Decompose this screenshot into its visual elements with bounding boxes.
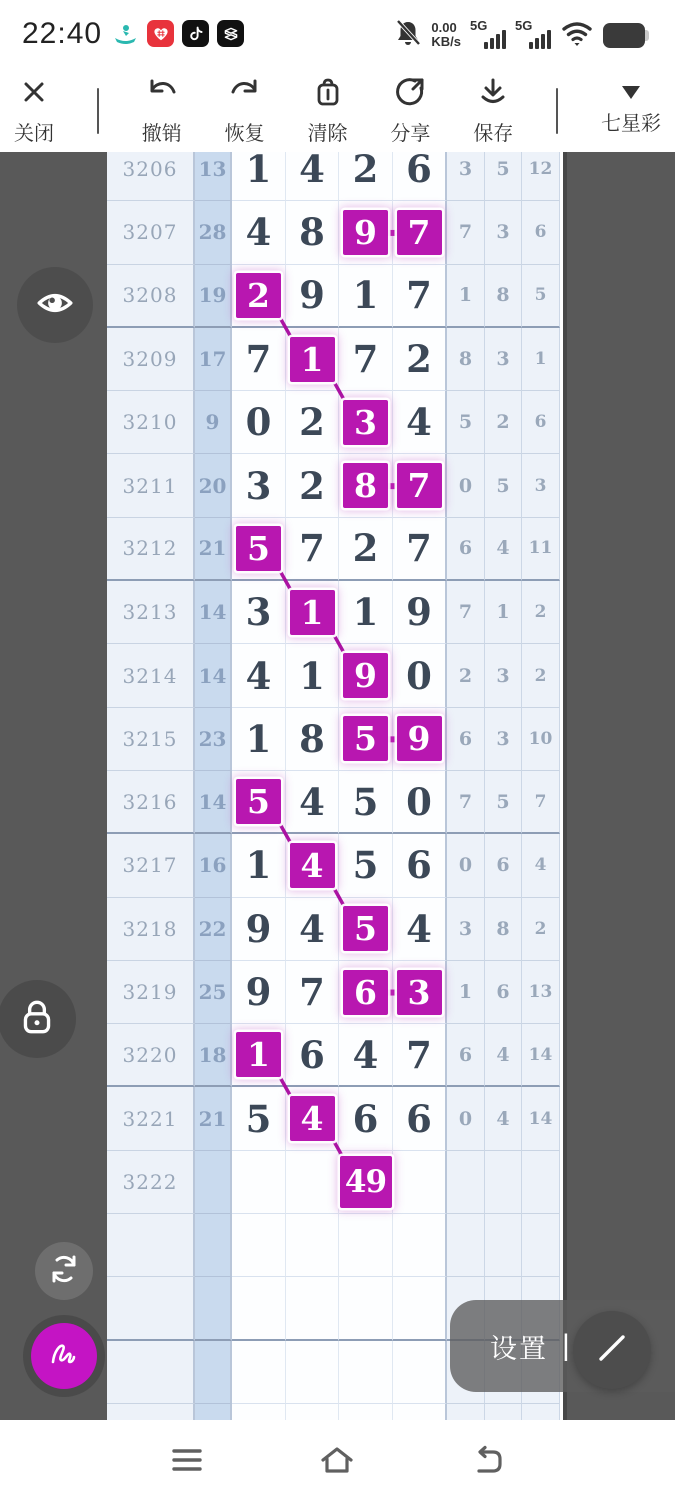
sum-cell: 14 xyxy=(195,644,232,707)
boat-app-icon xyxy=(112,20,139,47)
stat-cell: 2 xyxy=(522,644,560,707)
digit-cell: 1 xyxy=(339,265,393,328)
stat-cell: 0 xyxy=(447,1087,485,1150)
stat-cell: 1 xyxy=(447,265,485,328)
sum-cell: 21 xyxy=(195,518,232,581)
sum-cell xyxy=(195,1277,232,1340)
digit-cell xyxy=(339,1277,393,1340)
stat-cell: 3 xyxy=(485,201,522,264)
highlighted-digit: 1 xyxy=(290,337,335,382)
table-row xyxy=(107,581,563,644)
stat-cell: 6 xyxy=(522,201,560,264)
sim2-signal-icon: 5G xyxy=(515,18,551,52)
table-row xyxy=(107,961,563,1024)
stat-cell: 4 xyxy=(485,1024,522,1087)
toggle-visibility-button[interactable] xyxy=(17,267,93,343)
sum-cell: 28 xyxy=(195,201,232,264)
stat-cell: 3 xyxy=(485,644,522,707)
digit-cell xyxy=(232,518,286,581)
stat-cell: 8 xyxy=(485,898,522,961)
stat-cell: 3 xyxy=(447,898,485,961)
digit-cell: 1 xyxy=(286,644,339,707)
highlighted-digit: 4 xyxy=(290,1096,335,1141)
period-cell: 3218 xyxy=(107,898,195,961)
table-row xyxy=(107,1404,563,1420)
lottery-selector[interactable]: 七星彩 xyxy=(601,86,661,136)
digit-cell: 8 xyxy=(286,708,339,771)
share-icon xyxy=(393,76,427,113)
highlighted-digit: 49 xyxy=(340,1156,392,1208)
chart-canvas-area[interactable] xyxy=(0,152,675,1420)
tiktok-app-icon xyxy=(182,20,209,47)
stat-cell: 5 xyxy=(485,771,522,834)
sum-cell: 17 xyxy=(195,328,232,391)
table-row xyxy=(107,1151,563,1214)
digit-cell: 9 xyxy=(286,265,339,328)
digit-cell: 6 xyxy=(339,1087,393,1150)
highlighted-digit: 9 xyxy=(343,210,388,255)
stat-cell xyxy=(485,1404,522,1420)
stat-cell xyxy=(447,1404,485,1420)
digit-cell: 4 xyxy=(393,898,447,961)
period-cell: 3209 xyxy=(107,328,195,391)
table-row xyxy=(107,201,563,264)
highlighted-digit: 8 xyxy=(343,463,388,508)
stat-cell: 1 xyxy=(485,581,522,644)
stat-cell: 12 xyxy=(522,152,560,201)
stat-cell: 3 xyxy=(447,152,485,201)
table-rows xyxy=(107,152,563,1420)
toolbar-divider xyxy=(556,88,558,134)
table-row xyxy=(107,391,563,454)
stat-cell: 0 xyxy=(447,834,485,897)
digit-cell xyxy=(232,1024,286,1087)
digit-cell xyxy=(232,1404,286,1420)
digit-cell: 9 xyxy=(393,581,447,644)
stat-cell: 4 xyxy=(485,518,522,581)
digit-cell xyxy=(232,771,286,834)
digit-cell: 7 xyxy=(232,328,286,391)
stat-cell: 10 xyxy=(522,708,560,771)
redo-icon xyxy=(227,76,263,113)
clear-button[interactable]: 清除 xyxy=(308,76,348,146)
digit-cell: 4 xyxy=(393,391,447,454)
sum-cell xyxy=(195,1214,232,1277)
stat-cell xyxy=(522,1404,560,1420)
refresh-icon xyxy=(47,1252,81,1291)
period-cell: 3207 xyxy=(107,201,195,264)
digit-cell: 0 xyxy=(393,771,447,834)
stat-cell: 8 xyxy=(447,328,485,391)
stat-cell: 11 xyxy=(522,518,560,581)
period-cell: 3213 xyxy=(107,581,195,644)
digit-cell xyxy=(339,708,393,771)
digit-cell: 6 xyxy=(393,152,447,201)
digit-cell xyxy=(339,1341,393,1404)
sum-cell xyxy=(195,1341,232,1404)
table-row xyxy=(107,1214,563,1277)
stat-cell: 7 xyxy=(447,201,485,264)
stat-cell: 3 xyxy=(522,454,560,517)
digit-cell: 8 xyxy=(286,201,339,264)
digit-cell xyxy=(393,1151,447,1214)
stat-cell: 1 xyxy=(522,328,560,391)
digit-cell: 2 xyxy=(286,454,339,517)
sum-cell: 22 xyxy=(195,898,232,961)
digit-cell xyxy=(286,328,339,391)
stat-cell: 5 xyxy=(485,454,522,517)
digit-cell: 7 xyxy=(393,265,447,328)
status-indicators xyxy=(394,0,645,70)
share-button[interactable]: 分享 xyxy=(390,76,430,146)
network-speed: 0.00 KB/s xyxy=(431,20,461,49)
digit-cell xyxy=(232,1341,286,1404)
highlighted-digit: 1 xyxy=(236,1032,281,1077)
home-button[interactable] xyxy=(315,1442,359,1482)
lock-icon xyxy=(16,996,58,1043)
table-row xyxy=(107,454,563,517)
stat-cell: 5 xyxy=(485,152,522,201)
highlighted-digit: 9 xyxy=(397,716,442,761)
digit-cell: 7 xyxy=(286,961,339,1024)
sum-cell xyxy=(195,1151,232,1214)
refresh-button[interactable] xyxy=(35,1242,93,1300)
stat-cell: 2 xyxy=(522,581,560,644)
lottery-trend-table xyxy=(107,152,563,1420)
digit-cell: 4 xyxy=(232,201,286,264)
digit-cell: 7 xyxy=(393,518,447,581)
table-row xyxy=(107,898,563,961)
sum-cell: 9 xyxy=(195,391,232,454)
period-cell: 3212 xyxy=(107,518,195,581)
system-nav-bar xyxy=(0,1420,675,1500)
menu-icon xyxy=(170,1445,204,1480)
stat-cell xyxy=(447,1214,485,1277)
stat-cell: 2 xyxy=(485,391,522,454)
digit-cell: 2 xyxy=(393,328,447,391)
stat-cell xyxy=(522,1214,560,1277)
stat-cell xyxy=(485,1151,522,1214)
highlighted-digit: 3 xyxy=(397,970,442,1015)
digit-cell xyxy=(286,1404,339,1420)
line-tool-button[interactable] xyxy=(573,1311,651,1389)
stat-cell: 5 xyxy=(447,391,485,454)
period-cell: 3215 xyxy=(107,708,195,771)
sim1-signal-icon: 5G xyxy=(470,18,506,52)
period-cell xyxy=(107,1341,195,1404)
status-bar xyxy=(0,0,675,70)
sum-cell xyxy=(195,1404,232,1420)
stat-cell: 0 xyxy=(447,454,485,517)
table-row xyxy=(107,518,563,581)
table-row xyxy=(107,708,563,771)
digit-cell xyxy=(286,581,339,644)
toolbar-divider xyxy=(97,88,99,134)
highlighted-digit: 5 xyxy=(343,716,388,761)
period-cell: 3221 xyxy=(107,1087,195,1150)
table-row xyxy=(107,834,563,897)
digit-cell: 7 xyxy=(286,518,339,581)
stat-cell: 4 xyxy=(485,1087,522,1150)
period-cell: 3208 xyxy=(107,265,195,328)
digit-cell xyxy=(393,708,447,771)
digit-cell xyxy=(393,201,447,264)
digit-cell: 4 xyxy=(286,152,339,201)
digit-cell: 0 xyxy=(393,644,447,707)
stat-cell: 6 xyxy=(447,1024,485,1087)
digit-cell xyxy=(232,1214,286,1277)
stat-cell: 7 xyxy=(522,771,560,834)
digit-cell: 6 xyxy=(393,1087,447,1150)
stat-cell: 6 xyxy=(485,961,522,1024)
period-cell: 3219 xyxy=(107,961,195,1024)
close-icon xyxy=(18,76,50,113)
chevron-down-icon xyxy=(622,86,640,99)
stat-cell xyxy=(485,1214,522,1277)
period-cell: 3211 xyxy=(107,454,195,517)
digit-cell xyxy=(232,265,286,328)
digit-cell: 1 xyxy=(232,708,286,771)
digit-cell: 7 xyxy=(393,1024,447,1087)
digit-cell xyxy=(339,391,393,454)
digit-cell: 4 xyxy=(232,644,286,707)
stat-cell: 5 xyxy=(522,265,560,328)
bell-muted-icon xyxy=(394,18,422,53)
undo-icon xyxy=(144,76,180,113)
highlighted-digit: 5 xyxy=(236,526,281,571)
highlighted-digit: 5 xyxy=(343,906,388,951)
stat-cell: 6 xyxy=(485,834,522,897)
digit-cell: 2 xyxy=(286,391,339,454)
digit-cell xyxy=(339,1404,393,1420)
digit-cell xyxy=(393,1404,447,1420)
digit-cell: 5 xyxy=(339,834,393,897)
digit-cell xyxy=(339,454,393,517)
stat-cell: 13 xyxy=(522,961,560,1024)
digit-cell: 1 xyxy=(339,581,393,644)
back-button[interactable] xyxy=(465,1442,509,1482)
recent-apps-button[interactable] xyxy=(165,1442,209,1482)
sum-cell: 16 xyxy=(195,834,232,897)
period-cell xyxy=(107,1404,195,1420)
stat-cell: 3 xyxy=(485,708,522,771)
sum-cell: 14 xyxy=(195,581,232,644)
digit-cell: 4 xyxy=(339,1024,393,1087)
capcut-app-icon xyxy=(217,20,244,47)
table-row xyxy=(107,265,563,328)
eye-icon xyxy=(33,284,77,327)
sum-cell: 25 xyxy=(195,961,232,1024)
stat-cell: 7 xyxy=(447,581,485,644)
back-icon xyxy=(469,1444,505,1481)
digit-cell: 1 xyxy=(232,152,286,201)
digit-cell xyxy=(232,1277,286,1340)
trash-icon xyxy=(312,76,344,113)
digit-cell xyxy=(286,1341,339,1404)
digit-cell: 6 xyxy=(286,1024,339,1087)
undo-button[interactable]: 撤销 xyxy=(142,76,182,146)
sum-cell: 21 xyxy=(195,1087,232,1150)
table-row xyxy=(107,771,563,834)
digit-cell: 2 xyxy=(339,152,393,201)
highlighted-digit: 4 xyxy=(290,843,335,888)
sum-cell: 20 xyxy=(195,454,232,517)
digit-cell xyxy=(339,201,393,264)
stat-cell: 2 xyxy=(522,898,560,961)
digit-cell: 9 xyxy=(232,961,286,1024)
stat-cell: 6 xyxy=(447,518,485,581)
lock-button[interactable] xyxy=(0,980,76,1058)
highlighted-digit: 3 xyxy=(343,400,388,445)
digit-cell: 4 xyxy=(286,898,339,961)
period-cell: 3222 xyxy=(107,1151,195,1214)
stat-cell: 14 xyxy=(522,1024,560,1087)
digit-cell: 9 xyxy=(232,898,286,961)
scribble-pen-icon xyxy=(44,1334,84,1379)
digit-cell xyxy=(232,1151,286,1214)
highlighted-digit: 7 xyxy=(397,210,442,255)
period-cell: 3216 xyxy=(107,771,195,834)
stat-cell: 14 xyxy=(522,1087,560,1150)
sum-cell: 13 xyxy=(195,152,232,201)
digit-cell xyxy=(339,898,393,961)
digit-cell: 7 xyxy=(339,328,393,391)
stat-cell: 3 xyxy=(485,328,522,391)
digit-cell: 1 xyxy=(232,834,286,897)
stat-cell: 8 xyxy=(485,265,522,328)
digit-cell: 5 xyxy=(339,771,393,834)
digit-cell xyxy=(286,1277,339,1340)
highlighted-digit: 9 xyxy=(343,653,388,698)
stat-cell xyxy=(447,1151,485,1214)
stat-cell: 1 xyxy=(447,961,485,1024)
digit-cell xyxy=(339,1151,393,1214)
digit-cell xyxy=(286,1214,339,1277)
close-button[interactable]: 关闭 xyxy=(14,76,54,146)
digit-cell xyxy=(393,1277,447,1340)
sum-cell: 18 xyxy=(195,1024,232,1087)
digit-cell xyxy=(286,1087,339,1150)
table-row xyxy=(107,1087,563,1150)
digit-cell xyxy=(339,1214,393,1277)
highlighted-digit: 6 xyxy=(343,970,388,1015)
digit-cell xyxy=(393,961,447,1024)
digit-cell: 3 xyxy=(232,454,286,517)
scrollbar[interactable] xyxy=(563,152,567,1420)
stat-cell xyxy=(522,1151,560,1214)
period-cell: 3210 xyxy=(107,391,195,454)
digit-cell xyxy=(393,1341,447,1404)
settings-label[interactable]: 设置 xyxy=(490,1333,548,1364)
notification-app-icons xyxy=(112,20,244,47)
heart-app-icon xyxy=(147,20,174,47)
battery-icon xyxy=(603,23,645,48)
period-cell: 3217 xyxy=(107,834,195,897)
digit-cell: 0 xyxy=(232,391,286,454)
digit-cell xyxy=(286,834,339,897)
clock: 22:40 xyxy=(22,17,103,50)
period-cell: 3206 xyxy=(107,152,195,201)
highlighted-digit: 7 xyxy=(397,463,442,508)
save-button[interactable]: 保存 xyxy=(473,76,513,146)
digit-cell xyxy=(393,1214,447,1277)
settings-divider: | xyxy=(562,1329,570,1362)
digit-cell xyxy=(339,644,393,707)
period-cell: 3220 xyxy=(107,1024,195,1087)
digit-cell: 6 xyxy=(393,834,447,897)
home-icon xyxy=(318,1443,356,1482)
redo-button[interactable]: 恢复 xyxy=(225,76,265,146)
digit-cell xyxy=(393,454,447,517)
stat-cell: 4 xyxy=(522,834,560,897)
digit-cell xyxy=(339,961,393,1024)
period-cell xyxy=(107,1277,195,1340)
digit-cell: 2 xyxy=(339,518,393,581)
line-tool-icon xyxy=(589,1325,635,1376)
stat-cell: 6 xyxy=(522,391,560,454)
sum-cell: 14 xyxy=(195,771,232,834)
digit-cell: 5 xyxy=(232,1087,286,1150)
table-row xyxy=(107,644,563,707)
stat-cell: 7 xyxy=(447,771,485,834)
digit-cell xyxy=(286,1151,339,1214)
stat-cell: 2 xyxy=(447,644,485,707)
period-cell: 3214 xyxy=(107,644,195,707)
table-row xyxy=(107,328,563,391)
highlighted-digit: 2 xyxy=(236,273,281,318)
highlighted-digit: 1 xyxy=(290,590,335,635)
sum-cell: 19 xyxy=(195,265,232,328)
sum-cell: 23 xyxy=(195,708,232,771)
digit-cell: 3 xyxy=(232,581,286,644)
pen-tool-button[interactable] xyxy=(31,1323,97,1389)
table-row xyxy=(107,1024,563,1087)
period-cell xyxy=(107,1214,195,1277)
highlighted-digit: 5 xyxy=(236,779,281,824)
digit-cell: 4 xyxy=(286,771,339,834)
wifi-icon xyxy=(560,18,594,53)
stat-cell: 6 xyxy=(447,708,485,771)
table-row xyxy=(107,152,563,201)
save-icon xyxy=(476,76,510,113)
drawing-toolbar xyxy=(0,70,675,152)
